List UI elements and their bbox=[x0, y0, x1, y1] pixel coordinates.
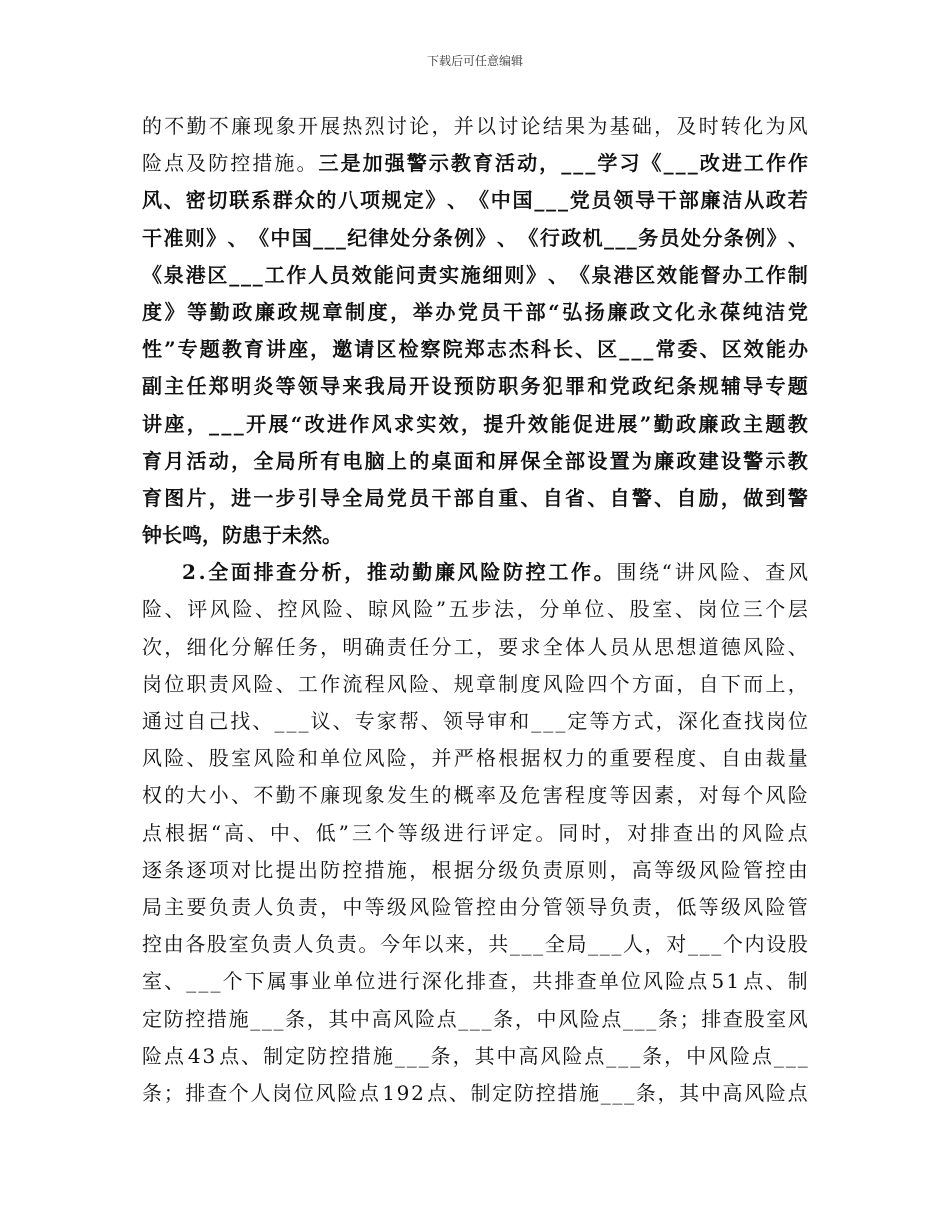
page-header: 下载后可任意编辑 bbox=[426, 54, 523, 68]
text-line: 控 由 各 股 室 负 责 人 负 责 。 今 年 以 来 ， 共 _ _ _ 全 局 _ _ _ 人 ， 对 _ _ _ 个 内 设 股 bbox=[142, 932, 808, 957]
text-line: 2 . 全 面 排 查 分 析 ， 推 动 勤 廉 风 险 防 控 工 作 。 围 绕 “ 讲 风 险 、 查 风 bbox=[182, 560, 808, 585]
text-line: 条 ； 排 查 个 人 岗 位 风 险 点 1 9 2 点 、 制 定 防 控 措 施 _ _ _ 条 ， 其 中 高 风 险 点 bbox=[142, 1080, 808, 1105]
text-line: 岗 位 职 责 风 险 、 工 作 流 程 风 险 、 规 章 制 度 风 险 四 个 方 面 ， 自 下 而 上 ， bbox=[142, 671, 808, 696]
text-line: 次 ， 细 化 分 解 任 务 ， 明 确 责 任 分 工 ， 要 求 全 体 人 员 从 思 想 道 德 风 险 、 bbox=[142, 634, 808, 659]
text-line: 险 点 4 3 点 、 制 定 防 控 措 施 _ _ _ 条 ， 其 中 高 风 险 点 _ _ _ 条 ， 中 风 险 点 _ _ _ bbox=[142, 1043, 808, 1068]
text-line: 《 泉 港 区 _ _ _ 工 作 人 员 效 能 问 责 实 施 细 则 》 、 《 泉 港 区 效 能 督 办 工 作 制 bbox=[142, 262, 808, 287]
text-line: 室 、 _ _ _ 个 下 属 事 业 单 位 进 行 深 化 排 查 ， 共 排 查 单 位 风 险 点 5 1 点 、 制 bbox=[142, 969, 808, 994]
text-line: 权 的 大 小 、 不 勤 不 廉 现 象 发 生 的 概 率 及 危 害 程 度 等 因 素 ， 对 每 个 风 险 bbox=[142, 783, 808, 808]
text-line: 性 ” 专 题 教 育 讲 座 ， 邀 请 区 检 察 院 郑 志 杰 科 长 、 区 _ _ _ 常 委 、 区 效 能 办 bbox=[142, 337, 808, 362]
text-line: 钟 长 鸣 ， 防 患 于 未 然 。 bbox=[142, 523, 342, 548]
text-line: 险 、 评 风 险 、 控 风 险 、 晾 风 险 ” 五 步 法 ， 分 单 位 、 股 室 、 岗 位 三 个 层 bbox=[142, 597, 808, 622]
text-line: 副 主 任 郑 明 炎 等 领 导 来 我 局 开 设 预 防 职 务 犯 罪 和 党 政 纪 条 规 辅 导 专 题 bbox=[142, 374, 808, 399]
text-line: 的 不 勤 不 廉 现 象 开 展 热 烈 讨 论 ， 并 以 讨 论 结 果 为 基 础 ， 及 时 转 化 为 风 bbox=[142, 114, 808, 138]
text-line: 育 月 活 动 ， 全 局 所 有 电 脑 上 的 桌 面 和 屏 保 全 部 设 置 为 廉 政 建 设 警 示 教 bbox=[142, 448, 808, 473]
text-line: 讲 座 ， _ _ _ 开 展 “ 改 进 作 风 求 实 效 ， 提 升 效 能 促 进 展 ” 勤 政 廉 政 主 题 教 bbox=[142, 411, 808, 436]
text-line: 通 过 自 己 找 、 _ _ _ 议 、 专 家 帮 、 领 导 审 和 _ _ _ 定 等 方 式 ， 深 化 查 找 岗 位 bbox=[142, 709, 808, 733]
document-body bbox=[142, 108, 808, 1112]
paragraph bbox=[142, 554, 808, 1112]
text-line: 育 图 片 ， 进 一 步 引 导 全 局 党 员 干 部 自 重 、 自 省 、 自 警 、 自 励 ， 做 到 警 bbox=[142, 485, 808, 510]
text-line: 局 主 要 负 责 人 负 责 ， 中 等 级 风 险 管 控 由 分 管 领 导 负 责 ， 低 等 级 风 险 管 bbox=[142, 894, 808, 919]
text-line: 风 、 密 切 联 系 群 众 的 八 项 规 定 》 、 《 中 国 _ _ _ 党 员 领 导 干 部 廉 洁 从 政 若 bbox=[142, 188, 808, 213]
text-line: 点 根 据 “ 高 、 中 、 低 ” 三 个 等 级 进 行 评 定 。 同 时 ， 对 排 查 出 的 风 险 点 bbox=[142, 820, 808, 845]
text-line: 干 准 则 》 、 《 中 国 _ _ _ 纪 律 处 分 条 例 》 、 《 行 政 机 _ _ _ 务 员 处 分 条 例 》 、 bbox=[142, 225, 808, 250]
text-line: 逐 条 逐 项 对 比 提 出 防 控 措 施 ， 根 据 分 级 负 责 原 则 ， 高 等 级 风 险 管 控 由 bbox=[142, 857, 808, 882]
text-line: 定 防 控 措 施 _ _ _ 条 ， 其 中 高 风 险 点 _ _ _ 条 ， 中 风 险 点 _ _ _ 条 ； 排 查 股 室 风 bbox=[142, 1006, 808, 1031]
text-line: 险 点 及 防 控 措 施 。 三 是 加 强 警 示 教 育 活 动 ， _ _ _ 学 习 《 _ _ _ 改 进 工 作 作 bbox=[142, 151, 808, 176]
text-line: 风 险 、 股 室 风 险 和 单 位 风 险 ， 并 严 格 根 据 权 力 的 重 要 程 度 、 自 由 裁 量 bbox=[142, 746, 808, 771]
paragraph bbox=[142, 108, 808, 554]
text-line: 度 》 等 勤 政 廉 政 规 章 制 度 ， 举 办 党 员 干 部 “ 弘 扬 廉 政 文 化 永 葆 纯 洁 党 bbox=[142, 299, 808, 324]
